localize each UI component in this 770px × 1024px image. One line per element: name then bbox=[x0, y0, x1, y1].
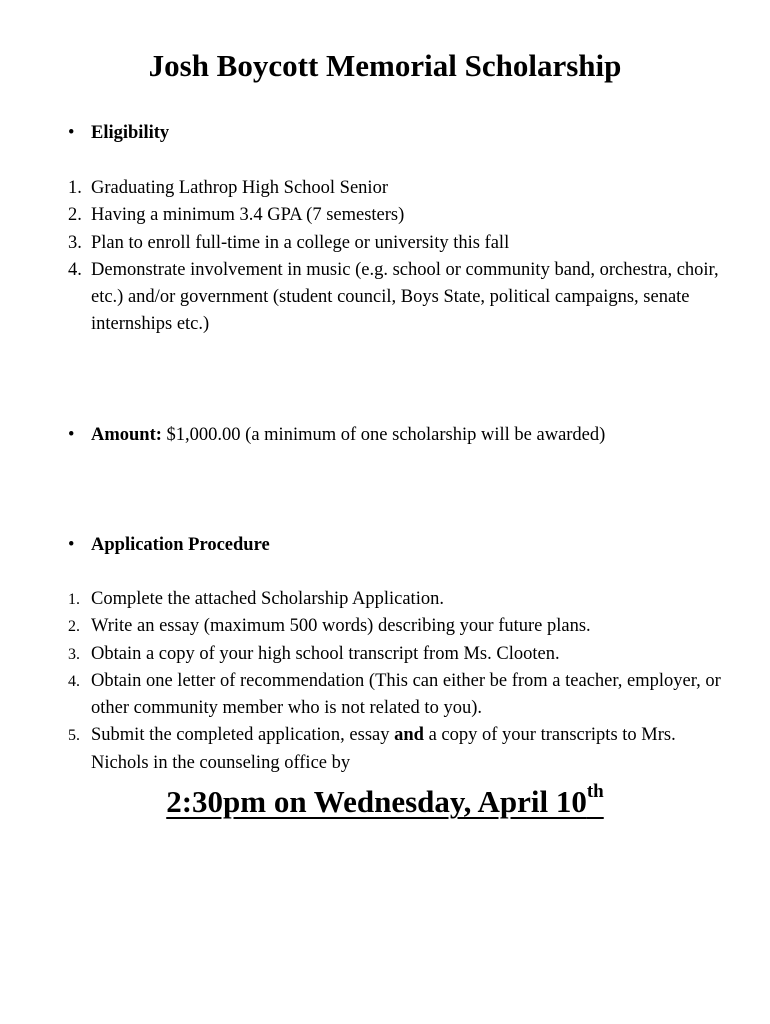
eligibility-heading bbox=[68, 120, 169, 147]
list-item: 5. Submit the completed application, essay and a copy of your transcripts to Mrs. Nichols in the counseling office by bbox=[68, 725, 676, 773]
list-item: 4. Obtain one letter of recommendation (This can either be from a teacher, employer, or other community member who is not related to you). bbox=[68, 670, 721, 719]
bullet-icon: • bbox=[68, 123, 75, 143]
eligibility-list bbox=[0, 175, 770, 339]
list-item: 3. Obtain a copy of your high school transcript from Ms. Clooten. bbox=[68, 643, 560, 664]
list-item: 1. Graduating Lathrop High School Senior bbox=[68, 178, 388, 198]
bullet-icon: • bbox=[68, 425, 75, 445]
list-item: 2. Write an essay (maximum 500 words) describing your future plans. bbox=[68, 616, 591, 637]
emphasis-text: and bbox=[394, 725, 424, 746]
eligibility-label: Eligibility bbox=[91, 123, 170, 143]
procedure-label: Application Procedure bbox=[91, 535, 270, 555]
deadline-text: 2:30pm on Wednesday, April 10th bbox=[166, 781, 604, 820]
bullet-icon: • bbox=[68, 535, 75, 555]
page-title: Josh Boycott Memorial Scholarship bbox=[148, 48, 622, 83]
procedure-heading bbox=[68, 532, 270, 559]
list-item: 1. Complete the attached Scholarship Application. bbox=[68, 589, 444, 609]
amount-line bbox=[68, 422, 605, 449]
deadline bbox=[0, 774, 770, 824]
deadline-suffix: th bbox=[586, 781, 604, 802]
amount-label: Amount: bbox=[91, 425, 162, 445]
list-item: 4. Demonstrate involvement in music (e.g. school or community band, orchestra, choir, etc.) and/or government (student council, Boys State, political campaigns, senate internships etc.) bbox=[68, 259, 719, 335]
list-item: 3. Plan to enroll full-time in a college or university this fall bbox=[68, 232, 510, 253]
list-item: 2. Having a minimum 3.4 GPA (7 semesters) bbox=[68, 205, 405, 226]
procedure-list bbox=[0, 586, 770, 777]
amount-text: $1,000.00 (a minimum of one scholarship will be awarded) bbox=[161, 425, 606, 445]
